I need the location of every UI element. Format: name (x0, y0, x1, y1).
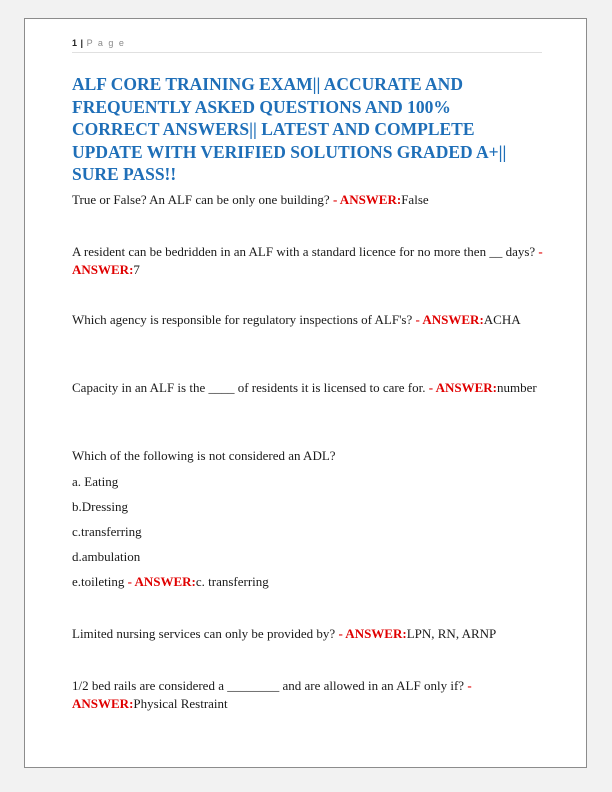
answer-text: False (401, 192, 429, 207)
document-title: ALF CORE TRAINING EXAM|| ACCURATE AND FREQUENTLY ASKED QUESTIONS AND 100% CORRECT ANSWERS|| LATEST AND COMPLETE UPDATE WITH VERIFIED SOLUTIONS GRADED A+|| SURE PASS!! (72, 74, 507, 184)
question-text: True or False? An ALF can be only one building? (72, 192, 330, 207)
answer-marker: - ANSWER: (338, 626, 407, 641)
answer-text: c. transferring (195, 574, 269, 589)
option-item: d.ambulation (72, 549, 141, 564)
option-item: a. Eating (72, 474, 119, 489)
qa-item (72, 379, 547, 397)
page-separator: | (80, 38, 84, 48)
question-text: Capacity in an ALF is the ____ of residents it is licensed to care for. (72, 380, 426, 395)
question-text: Which of the following is not considered an ADL? (72, 448, 336, 463)
page-number: 1 (72, 38, 78, 48)
page-label: P a g e (86, 38, 126, 48)
qa-item (72, 677, 547, 712)
answer-marker: - ANSWER: (428, 380, 497, 395)
document-page (24, 18, 587, 768)
answer-marker: - ANSWER: (415, 312, 484, 327)
question-text: 1/2 bed rails are considered a ________ and are allowed in an ALF only if? (72, 678, 465, 693)
answer-text: ACHA (483, 312, 521, 327)
answer-marker: - ANSWER: (72, 678, 472, 711)
question-text: Which agency is responsible for regulatory inspections of ALF's? (72, 312, 413, 327)
question-text: Limited nursing services can only be provided by? (72, 626, 336, 641)
qa-item (72, 191, 547, 209)
question-text: A resident can be bedridden in an ALF with a standard licence for no more then __ days? (72, 244, 536, 259)
option-item: c.transferring (72, 524, 142, 539)
answer-marker: - ANSWER: (332, 192, 402, 207)
answer-text: Physical Restraint (133, 695, 228, 711)
qa-question (72, 447, 547, 465)
option-text: e.toileting (72, 574, 125, 589)
answer-marker: - ANSWER: (72, 244, 543, 277)
qa-item (72, 243, 547, 278)
option-item (72, 573, 269, 591)
answer-marker: - ANSWER: (127, 574, 196, 589)
qa-item (72, 625, 547, 643)
option-item: b.Dressing (72, 499, 128, 514)
qa-item (72, 311, 547, 329)
answer-text: 7 (133, 261, 140, 277)
answer-text: LPN, RN, ARNP (406, 626, 497, 641)
answer-text: number (496, 380, 537, 395)
page-header (72, 38, 542, 53)
